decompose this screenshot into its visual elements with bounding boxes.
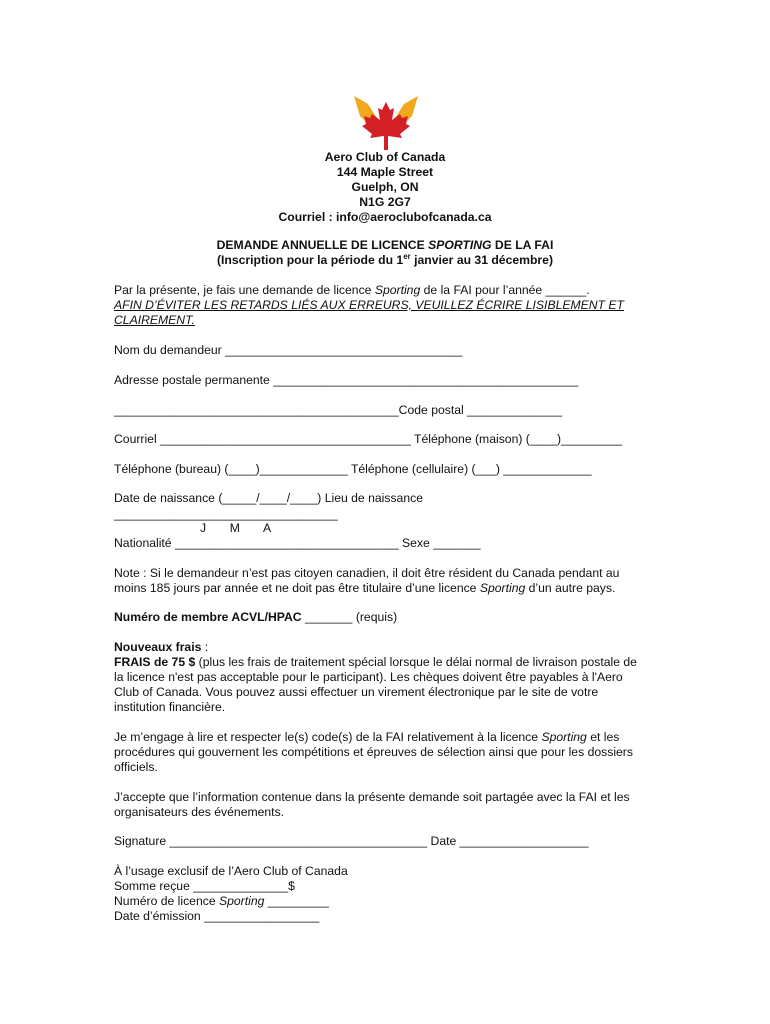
warning-line2: CLAIREMENT. [114, 313, 195, 327]
org-street: 144 Maple Street [336, 165, 434, 179]
title-part: DE LA FAI [491, 238, 554, 252]
note-sporting: Sporting [479, 581, 526, 595]
commitment-line3: officiels. [114, 760, 158, 774]
member-rest: _______ (requis) [301, 610, 398, 624]
fees-line4: institution financière. [114, 700, 226, 714]
form-title [0, 238, 770, 268]
licence-part: _________ [264, 894, 329, 908]
org-postal-code: N1G 2G7 [359, 195, 411, 209]
fees-line2: la licence n'est pas acceptable pour le participant). Les chèques doivent être payables à l'Aero [114, 670, 623, 684]
licence-number-field[interactable] [114, 894, 329, 909]
title-part: DEMANDE ANNUELLE DE LICENCE [216, 238, 429, 252]
form-title-line2 [0, 253, 770, 268]
fees-heading-text: Nouveaux frais [114, 640, 202, 654]
member-label: Numéro de membre ACVL/HPAC [114, 610, 302, 624]
intro-part: Par la présente, je fais une demande de licence [114, 283, 375, 297]
birth-date-field[interactable]: Date de naissance (_____/____/____) Lieu de naissance [114, 491, 423, 505]
signature-date-field[interactable]: Signature ______________________________________ Date ___________________ [114, 834, 589, 848]
consent-line2: organisateurs des événements. [114, 805, 285, 819]
period-part: janvier au 31 décembre) [410, 253, 554, 267]
commit-part: Je m’engage à lire et respecter le(s) code(s) de la FAI relativement à la licence [114, 730, 542, 744]
note-part: d’un autre pays. [525, 581, 616, 595]
intro-sporting: Sporting [374, 283, 421, 297]
office-use-title: À l’usage exclusif de l’Aero Club of Canada [114, 864, 348, 878]
birth-place-line[interactable]: _________________________________ [114, 507, 338, 521]
organization-address [0, 150, 770, 225]
commitment-line2: procédures qui gouvernent les compétitions et épreuves de sélection ainsi que pour les dossiers [114, 745, 633, 759]
commitment-line1 [114, 730, 619, 745]
fees-heading [114, 640, 208, 655]
form-title-line1 [0, 238, 770, 253]
fees-line1 [114, 655, 637, 670]
date-format-label: J M A [200, 521, 272, 535]
commit-part: et les [586, 730, 620, 744]
maple-leaf-logo [350, 94, 422, 152]
fees-text: (plus les frais de traitement spécial lorsque le délai normal de livraison postale de [195, 655, 637, 669]
member-number-field[interactable] [114, 610, 397, 625]
fees-line3: Club of Canada. Vous pouvez aussi effectuer un virement électronique par le site de votre [114, 685, 599, 699]
period-part: (Inscription pour la période du 1 [216, 253, 404, 267]
work-cell-phone-field[interactable]: Téléphone (bureau) (____)_____________ Téléphone (cellulaire) (___) _____________ [114, 462, 592, 476]
org-email: Courriel : info@aeroclubofcanada.ca [278, 210, 492, 224]
commit-sporting: Sporting [541, 730, 587, 744]
address-field[interactable]: Adresse postale permanente _____________________________________________ [114, 373, 579, 387]
licence-part: Numéro de licence [114, 894, 219, 908]
fee-amount: FRAIS de 75 $ [114, 655, 196, 669]
licence-sporting: Sporting [219, 894, 265, 908]
period-sup: er [403, 251, 411, 261]
note-line1: Note : Si le demandeur n’est pas citoyen canadien, il doit être résident du Canada pendant au [114, 566, 620, 580]
note-part: moins 185 jours par année et ne doit pas être titulaire d’une licence [114, 581, 480, 595]
fees-heading-colon: : [201, 640, 209, 654]
issue-date-field[interactable]: Date d’émission _________________ [114, 909, 320, 923]
warning-line1: AFIN D’ÉVITER LES RETARDS LIÉS AUX ERREURS, VEUILLEZ ÉCRIRE LISIBLEMENT ET [114, 298, 624, 312]
intro-line [114, 283, 590, 298]
org-city: Guelph, ON [351, 180, 419, 194]
intro-part: de la FAI pour l’année ______. [420, 283, 590, 297]
org-name: Aero Club of Canada [324, 150, 446, 164]
nationality-sex-field[interactable]: Nationalité _________________________________ Sexe _______ [114, 536, 481, 550]
applicant-name-field[interactable]: Nom du demandeur ___________________________________ [114, 343, 463, 357]
note-line2 [114, 581, 615, 596]
amount-received-field[interactable]: Somme reçue ______________$ [114, 879, 295, 893]
consent-line1: J’accepte que l’information contenue dans la présente demande soit partagée avec la FAI et les [114, 790, 630, 804]
email-home-phone-field[interactable]: Courriel _____________________________________ Téléphone (maison) (____)_________ [114, 432, 623, 446]
postal-code-field[interactable]: __________________________________________Code postal ______________ [114, 403, 563, 417]
title-sporting: SPORTING [428, 238, 492, 252]
